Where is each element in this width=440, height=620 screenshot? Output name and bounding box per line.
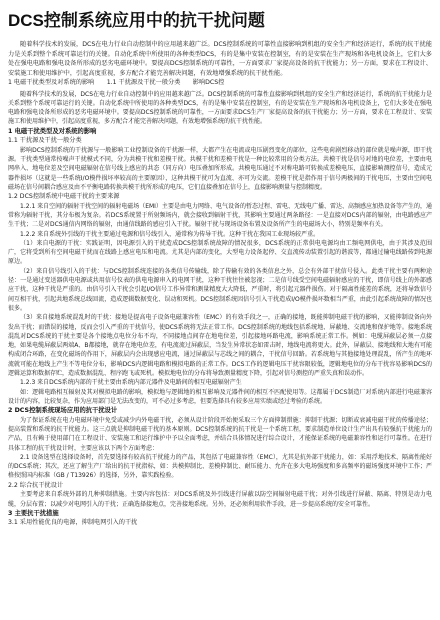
body-paragraph: 主要考虑来自系统外部的几种抑制措施。主要内容包括：对DCS系统及外引线进行屏蔽以防空间辐射电磁干扰；对外引线进行屏蔽、隔离、特别是动力电缆，分层布置；以减少对电网引入的干扰；正确选择接地点，完善接地系统。另外，还必须利用软件手段，进一步提高系统的安全可靠性。 [8, 491, 432, 508]
body-paragraph: 影响DCS控制系统的干扰源与一般影响工业控制设备的干扰源一样，大都产生在电流或电压剧烈变化的部位，这些电荷剧烈移动的部位就是噪声源，即干扰源。干扰类型通常按噪声干扰模式不同，分为共模干扰和差模干扰。共模干扰和差模干扰是一种比较常用的分类方法。共模干扰是信号对地的电位差，主要由电网串入、地电位差及空间电磁辐射在信号线上感应的共态（同方向）电压叠加所形成。共模电压通过不对称电路可转换成差模电压，直接影响测控信号，造成元器件损坏（这就是一些系统I/O模件损坏率较高的主要原因），这种共模干扰可为直流、亦可为交流。差模干扰是指作用于信号两极间的干扰电压，主要由空间电磁场在信号间耦合感应及由不平衡电路转换共模干扰所形成的电压，它们直接叠加在信号上，直接影响测量与控制精度。 [8, 146, 432, 191]
body-paragraph: 2.1 设备选型在选择设备时，首先要选择有较高抗干扰能力的产品，其包括了电磁兼容性（EMC），尤其是抗外部干扰能力，如：采用浮地技术、隔离性能好的DCS系统；其次，还应了解生产厂给出的抗干扰指标，如：共模抑制比、差模抑制比、耐压能力、允许在多大电场强度和多高频率的磁场强度环境中工作；严格按照国内标准（GB / T13926）的选择，另外，靠实践检验。 [8, 453, 432, 480]
subsection-heading-1-2: 1.2 DCS控制系统中电磁干扰的主要来源 [8, 193, 120, 201]
subsection-heading-1-1: 1.1 干扰源及干扰一般分类 [8, 137, 82, 145]
section-heading-2: 2 DCS控制系统现场应用的抗干扰设计 [8, 407, 118, 415]
body-paragraph: 随着科学技术的发展，DCS在电力行业自动控制中的应用越来越广泛。DCS控制系统的可靠性直接影响到机组的安全生产和经济运行，系统的抗干扰能力是关系到整个系统可靠运行的关键。自动化系统中所使用的各种类型DCS，有的是集中安装在控制室，有的是安装在生产现场和各电机设备上，它们大多处在强电电路和强电设备所形成的恶劣电磁环境中。要提高DCS控制系统的可靠性，一方面要求DCS生产厂家提高设备的抗干扰能力；另一方面，要求在工程设计、安装施工和使用维护中，引起高度重视，多方配合才能完善解决问题，有效地增强系统的抗干扰性能。 [8, 90, 432, 126]
intro-paragraph: 随着科学技术的发展，DCS在电力行业自动控制中的应用越来越广泛。DCS控制系统的可靠性直接影响到机组的安全生产和经济运行，系统的抗干扰能力是关系到整个系统可靠运行的关键。自动化系统中所使用的各种类型DCS，有的是集中安装在控制室，有的是安装在生产现场和各电机设备上，它们大多处在强电电路和强电设备所形成的恶劣电磁环境中。要提高DCS控制系统的可靠性，一方面要求厂家提高设备的抗干扰能力；另一方面，要求在工程设计、安装施工和使用维护中，引起高度重视，多方配合才能完善解决问题，有效地增强系统的抗干扰性能。 [8, 41, 432, 77]
body-paragraph: 1.2.3 来自DCS系统内部的干扰主要由系统内部元器件及电路间的相互电磁辐射产生 [20, 379, 242, 387]
body-paragraph: 1.2.2 来自系统外引线的干扰主要通过电源和信号线引入，通常称为传导干扰。这种干扰在我国工业现场较严重。 [20, 230, 320, 238]
section-heading-1: 1 电磁干扰类型及对系统的影响 [8, 127, 97, 135]
section-heading-3: 3 主要抗干扰措施 [8, 509, 59, 517]
body-paragraph: （2）来自信号线引入的干扰：与DCS控制系统连接的各类信号传输线，除了传输有效的各类信息之外，总会有外部干扰信号侵入。此类干扰主要有两种途径：一是通过变送器供电电源或共用信号仪表的供电电源串入的电网干扰，这种干扰往往被忽视；二是信号线受空间电磁辐射感应的干扰，即信号线上的外部感应干扰，这种干扰是严重的。由信号引入干扰会引起I/O信号工作异常和测量精度大大降低，严重时，将引起元器件损伤。对于隔离性能差的系统，还将导致信号间互相干扰，引起共地系统总线回流，造成逻辑数据变化、误动和死机。DCS控制系统因信号引入干扰造成I/O模件损坏数相当严重，由此引起系统故障的情况也很多。 [8, 267, 432, 312]
subsection-heading-2-2: 2.2 综合抗干扰设计 [8, 481, 64, 489]
body-paragraph: （1）来自电源的干扰：实践证明，因电源引入的干扰造成DCS控制系统故障的情况很多，DCS系统的正常供电电源均由工频电网供电，由于其涉及范围广，它将受到所有空间电磁干扰而在线路上感应电压和电流。尤其是内部的变化，大型电力设备起停、交直流传动装置引起的谐波等，都通过输电线路传到电源原边。 [8, 239, 432, 266]
body-paragraph: 为了保证系统在电力电磁环境中免受或减少内外电磁干扰，必须从设计阶段开始便采取三个方面抑制措施：抑制干扰源；切断或衰减电磁干扰的传播途径；提高装置和系统的抗干扰能力。这三点就是抑制电磁干扰的基本原则。DCS控制系统的抗干扰是一个系统工程，要求制造单位设计生产出具有较强抗干扰能力的产品，且有赖于使用部门在工程设计、安装施工和运行维护中予以全面考虑，并结合具体情况进行综合设计，才能保证系统的电磁兼容性和运行可靠性。在进行具体工程的抗干扰设计时，主要应该以下两个方面考虑： [8, 416, 432, 452]
body-paragraph: 1.2.1 来自空间的辐射干扰空间的辐射电磁场（EMI）主要是由电力网络、电气设备的暂态过程、雷电、无线电广播、雷达、高频感应加热设备等产生的，通常称为辐射干扰，其分布极为复杂。若DCS系统置于所射频场内，就会接收到辐射干扰，其影响主要通过两条路径：一是直接对DCS内部的辐射，由电路感应产生干扰；二是对DCS通信内网络的辐射，由通信线路的感应引入干扰。辐射干扰与现场设备布置及设备所产生的电磁场大小，特别是频率有关。 [8, 202, 432, 229]
toc-line: 1 电磁干扰类型及对系统的影响 1.1 干扰源及干扰一般分类 影响DCS控 [8, 79, 225, 86]
subsection-heading-3-1: 3.1 采用性能优良的电源，抑制电网引入的干扰 [8, 519, 138, 527]
body-paragraph: （3）来自接地系统混乱时的干扰：接地是提高电子设备电磁兼容性（EMC）的有效手段之一，正确的接地，既能抑制电磁干扰的影响，又能抑制设备向外发出干扰；而错误的接地，反而会引入严重的干扰信号，使DCS系统将无法正常工作。DCS控制系统的地线包括系统地、屏蔽地、交流地和保护地等。接地系统混乱对DCS系统的干扰主要是各个接地点电位分布不均，不同接地点间存在地电位差，引起接地环路电流，影响系统正常工作。例如：电缆屏蔽层必须一点接地，如果电缆屏蔽层两端A、B都接地，就存在地电位差，有电流流过屏蔽层，当发生异常状态如雷击时，地线电流将更大。此外，屏蔽层、接地线和大地有可能构成闭合环路，在变化磁场的作用下，屏蔽层内会出现感应电流，通过屏蔽层与芯线之间的耦合，干扰信号回路。若系统地与其他接地处理混乱，所产生的地环流就可能在地线上产生不等电位分布，影响DCS内逻辑电路和模拟电路的正常工作。DCS工作的逻辑电压干扰容限较低，逻辑地电位的分布干扰容易影响DCS的逻辑运算和数据存贮，造成数据混乱、程序跑飞或死机。模拟地电位的分布将导致测量精度下降，引起对信号测控的严重失真和误动作。 [8, 314, 432, 378]
page-title: DCS控制系统应用中的抗干扰问题 [8, 11, 265, 30]
body-paragraph: 如：逻辑电路相互辐射及其对模拟电路的影响，模拟地与逻辑地的相互影响及元器件间的相互不匹配使用等。这都属于DCS制造厂对系统内部进行电磁兼容设计的内容，比较复杂，作为应用部门是无法改变的，可不必过多考虑，但要选择具有较多应用实绩或经过考验的系统。 [8, 388, 432, 405]
